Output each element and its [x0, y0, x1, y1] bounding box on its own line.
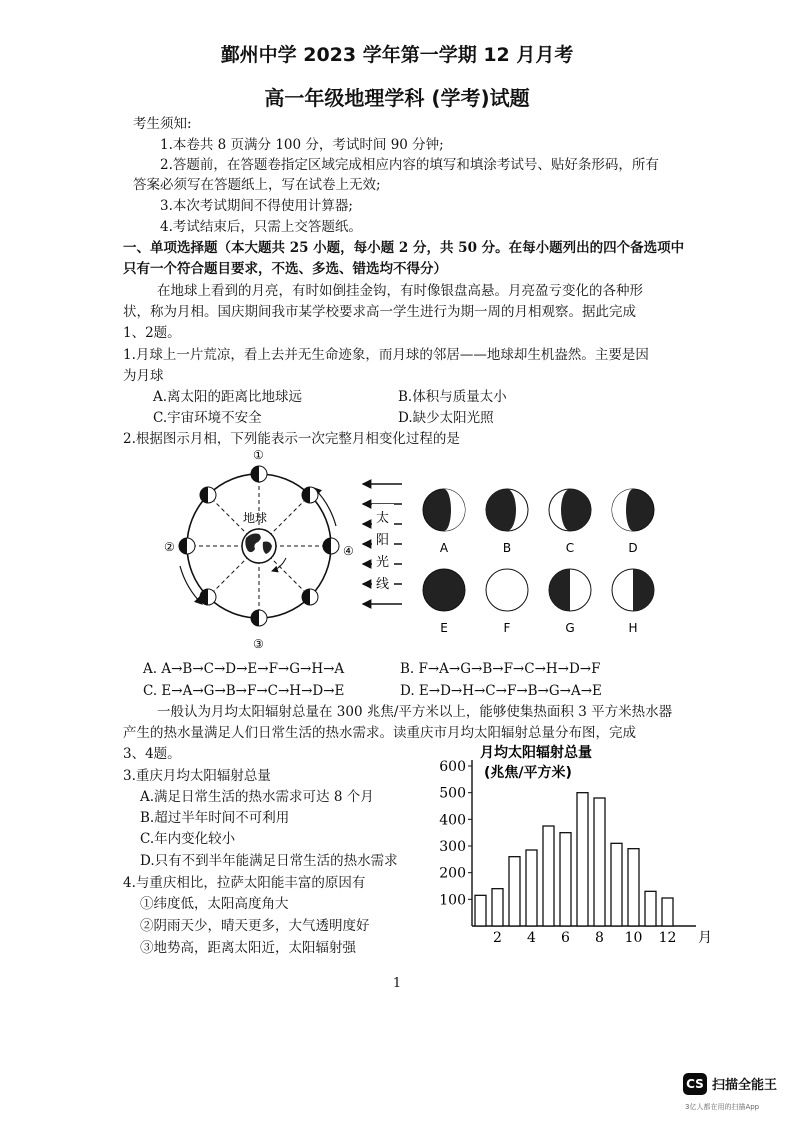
- page-number: 1: [392, 976, 402, 991]
- chart-bar-month-3: [509, 857, 520, 926]
- instruction-item: 4.考试结束后，只需上交答题纸。: [160, 219, 362, 235]
- question-1-option-d: D.缺少太阳光照: [398, 410, 494, 426]
- chart-y-tick-label: 500: [439, 785, 466, 802]
- question-2-option-d: D. E→D→H→C→F→B→G→A→E: [400, 683, 602, 699]
- moon-phase-b: [486, 489, 528, 531]
- instruction-item: 3.本次考试期间不得使用计算器;: [160, 198, 353, 214]
- question-4-item: ②阴雨天少，晴天更多，大气透明度好: [140, 918, 370, 934]
- chart-bar-month-6: [560, 833, 571, 926]
- position-label-2: ②: [164, 540, 175, 554]
- question-3-option-b: B.超过半年时间不可利用: [140, 810, 290, 826]
- app-tagline: 3亿人都在用的扫描App: [685, 1103, 760, 1111]
- instruction-item: 答案必须写在答题纸上，写在试卷上无效;: [133, 177, 381, 193]
- phase-label: D: [628, 541, 638, 555]
- question-1-stem: 1.月球上一片荒凉，看上去并无生命迹象，而月球的邻居——地球却生机盎然。主要是因: [123, 347, 649, 363]
- section-heading-cont: 只有一个符合题目要求，不选、多选、错选均不得分）: [123, 261, 447, 277]
- position-label-4: ④: [343, 544, 354, 558]
- question-2-stem: 2.根据图示月相，下列能表示一次完整月相变化过程的是: [123, 431, 460, 447]
- earth-label: 地球: [243, 511, 268, 525]
- phase-label: E: [440, 621, 448, 635]
- orbit-moon-bottom-left: [200, 589, 216, 605]
- section-heading: 一、单项选择题（本大题共 25 小题，每小题 2 分，共 50 分。在每小题列出的四个备选项中: [123, 240, 685, 256]
- chart-bar-month-8: [594, 798, 605, 926]
- instruction-item: 2.答题前，在答题卷指定区域完成相应内容的填写和填涂考试号、贴好条形码，所有: [160, 157, 659, 173]
- position-label-1: ①: [253, 448, 264, 462]
- chart-x-tick-label: 12: [658, 930, 677, 946]
- chart-x-tick-label: 4: [527, 930, 536, 946]
- phase-label: C: [565, 541, 575, 555]
- chart-bar-month-9: [611, 843, 622, 926]
- chart-bar-month-11: [645, 891, 656, 926]
- app-name: 扫描全能王: [712, 1078, 778, 1093]
- question-2-option-c: C. E→A→G→B→F→C→H→D→E: [143, 683, 345, 699]
- phase-label: F: [503, 621, 511, 635]
- chart-y-tick-label: 200: [439, 865, 466, 882]
- exam-subtitle: 高一年级地理学科 (学考)试题: [264, 86, 530, 110]
- orbit-moon-right: [323, 538, 339, 554]
- sunlight-label: 阳: [376, 533, 390, 548]
- orbit-moon-top-right: [302, 487, 318, 503]
- sunlight-label: 线: [376, 577, 390, 592]
- chart-bar-month-7: [577, 793, 588, 926]
- moon-phase-diagram: [150, 446, 690, 654]
- orbit-moon-top-left: [200, 487, 216, 503]
- chart-x-tick-label: 6: [561, 930, 570, 946]
- phase-label: H: [628, 621, 638, 635]
- chart-x-tick-label: 8: [595, 930, 604, 946]
- passage-line: 在地球上看到的月亮，有时如倒挂金钩，有时像银盘高悬。月亮盈亏变化的各种形: [157, 283, 643, 299]
- moon-phase-d: [612, 489, 654, 531]
- exam-title: 鄞州中学 2023 学年第一学期 12 月月考: [220, 44, 574, 66]
- passage-line: 3、4题。: [123, 746, 181, 762]
- chart-y-axis-label: (兆焦/平方米): [484, 765, 572, 781]
- question-1-option-c: C.宇宙环境不安全: [153, 410, 262, 426]
- moon-phase-g: [549, 569, 591, 611]
- question-2-option-b: B. F→A→G→B→F→C→H→D→F: [400, 661, 601, 677]
- question-2-option-a: A. A→B→C→D→E→F→G→H→A: [143, 661, 345, 677]
- chart-bar-month-4: [526, 850, 537, 926]
- chart-y-tick-label: 600: [439, 759, 466, 775]
- position-label-3: ③: [253, 637, 264, 651]
- phase-label: A: [439, 541, 449, 555]
- orbit-moon-top: [251, 466, 267, 482]
- solar-radiation-chart: [440, 744, 710, 944]
- passage-line: 状，称为月相。国庆期间我市某学校要求高一学生进行为期一周的月相观察。据此完成: [123, 304, 636, 320]
- moon-phase-f: [486, 569, 528, 611]
- chart-bar-month-1: [475, 895, 486, 926]
- question-1-option-b: B.体积与质量太小: [398, 389, 507, 405]
- chart-bar-month-12: [662, 898, 673, 926]
- chart-x-tick-label: 10: [624, 930, 643, 946]
- question-3-option-c: C.年内变化较小: [140, 831, 236, 847]
- passage-line: 产生的热水量满足人们日常生活的热水需求。读重庆市月均太阳辐射总量分布图，完成: [123, 725, 636, 741]
- chart-x-axis-label: 月: [698, 930, 712, 946]
- sunlight-label: 太: [376, 511, 390, 526]
- question-4-item: ③地势高，距离太阳近，太阳辐射强: [140, 940, 356, 956]
- question-4-item: ①纬度低，太阳高度角大: [140, 896, 289, 912]
- cs-logo-icon: CS: [683, 1073, 707, 1095]
- sunlight-label: 光: [376, 555, 390, 570]
- chart-y-tick-label: 300: [439, 839, 466, 855]
- orbit-moon-bottom-right: [302, 589, 318, 605]
- passage-line: 一般认为月均太阳辐射总量在 300 兆焦/平方米以上，能够使集热面积 3 平方米热水器: [157, 704, 673, 720]
- chart-y-tick-label: 400: [439, 812, 466, 829]
- moon-phase-h: [612, 569, 654, 611]
- question-4-stem: 4.与重庆相比，拉萨太阳能丰富的原因有: [123, 875, 366, 891]
- instructions-heading: 考生须知:: [133, 116, 192, 132]
- question-3-option-d: D.只有不到半年能满足日常生活的热水需求: [140, 853, 398, 869]
- chart-x-tick-label: 2: [493, 930, 502, 946]
- moon-phase-e: [423, 569, 465, 611]
- chart-title: 月均太阳辐射总量: [480, 745, 592, 761]
- orbit-moon-left: [179, 538, 195, 554]
- chart-y-tick-label: 100: [439, 892, 466, 909]
- moon-phase-c: [549, 489, 591, 531]
- phase-label: G: [565, 621, 575, 635]
- chart-bar-month-10: [628, 849, 639, 926]
- question-3-stem: 3.重庆月均太阳辐射总量: [123, 768, 271, 784]
- moon-phase-a: [423, 489, 465, 531]
- question-3-option-a: A.满足日常生活的热水需求可达 8 个月: [140, 789, 374, 805]
- chart-bar-month-5: [543, 826, 554, 926]
- passage-line: 1、2题。: [123, 325, 181, 341]
- earth-icon: [242, 529, 276, 563]
- question-1-stem-cont: 为月球: [123, 368, 164, 384]
- question-1-option-a: A.离太阳的距离比地球远: [153, 389, 303, 405]
- chart-bar-month-2: [492, 889, 503, 926]
- phase-label: B: [502, 541, 512, 555]
- orbit-moon-bottom: [251, 610, 267, 626]
- instruction-item: 1.本卷共 8 页满分 100 分，考试时间 90 分钟;: [160, 137, 444, 153]
